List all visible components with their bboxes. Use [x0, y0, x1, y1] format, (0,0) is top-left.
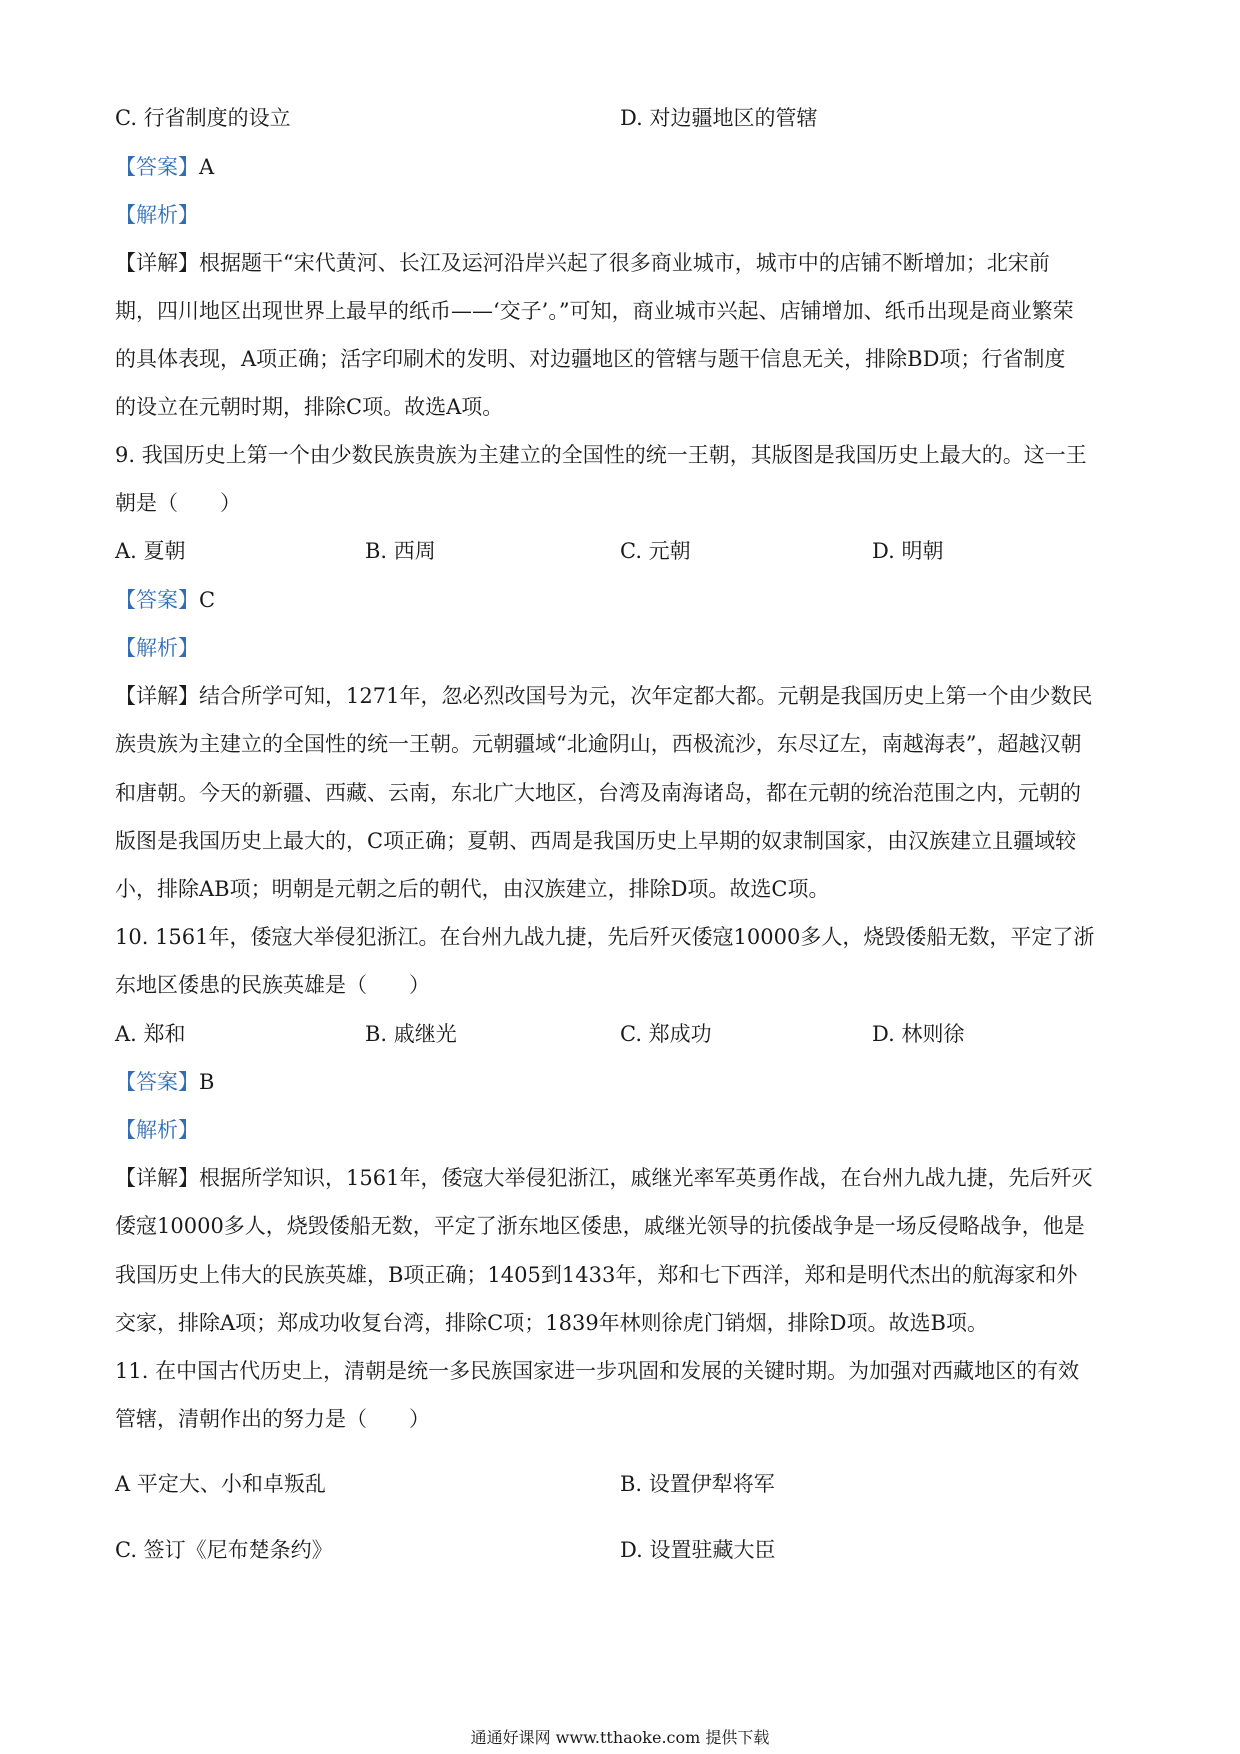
q9-stem-line: 朝是（ ） — [115, 491, 241, 515]
analysis-label: 【解析】 — [115, 636, 199, 660]
q9-detail-line: 版图是我国历史上最大的，C项正确；夏朝、西周是我国历史上早期的奴隶制国家，由汉族建立且疆域较 — [115, 829, 1077, 853]
q9-analysis-heading — [115, 633, 1125, 663]
q10-stem-line: 东地区倭患的民族英雄是（ ） — [115, 973, 430, 997]
q11-stem-line: 11. 在中国古代历史上，清朝是统一多民族国家进一步巩固和发展的关键时期。为加强对西藏地区的有效 — [115, 1359, 1080, 1383]
q10-stem-line: 10. 1561年，倭寇大举侵犯浙江。在台州九战九捷，先后歼灭倭寇10000多人，烧毁倭船无数，平定了浙 — [115, 925, 1095, 949]
q10-answer — [115, 1067, 1125, 1097]
option-a: A. 夏朝 — [115, 539, 186, 563]
answer-label: 【答案】 — [115, 588, 199, 612]
answer-value: B — [199, 1070, 215, 1094]
q9-detail-line: 族贵族为主建立的全国性的统一王朝。元朝疆域“北逾阴山，西极流沙，东尽辽左，南越海表”，超越汉朝 — [115, 732, 1082, 756]
analysis-label: 【解析】 — [115, 1118, 199, 1142]
option-b: B. 设置伊犁将军 — [620, 1472, 775, 1496]
option-c: C. 郑成功 — [620, 1022, 712, 1046]
q9-answer — [115, 585, 1125, 615]
detail-label: 【详解】 — [115, 1166, 199, 1190]
answer-label: 【答案】 — [115, 155, 199, 179]
option-c: C. 元朝 — [620, 539, 691, 563]
q9-detail-line: 和唐朝。今天的新疆、西藏、云南，东北广大地区，台湾及南海诸岛，都在元朝的统治范围之内，元朝的 — [115, 781, 1081, 805]
q10-detail-line: 我国历史上伟大的民族英雄，B项正确；1405到1433年，郑和七下西洋，郑和是明代杰出的航海家和外 — [115, 1263, 1078, 1287]
option-d: D. 设置驻藏大臣 — [620, 1538, 776, 1562]
analysis-label: 【解析】 — [115, 203, 199, 227]
q10-detail-line: 倭寇10000多人，烧毁倭船无数，平定了浙东地区倭患，戚继光领导的抗倭战争是一场反侵略战争，他是 — [115, 1214, 1085, 1238]
q8-detail-line: 【详解】根据题干“宋代黄河、长江及运河沿岸兴起了很多商业城市，城市中的店铺不断增加；北宋前 — [115, 251, 1050, 275]
option-a: A 平定大、小和卓叛乱 — [115, 1472, 326, 1496]
detail-label: 【详解】 — [115, 251, 199, 275]
answer-label: 【答案】 — [115, 1070, 199, 1094]
option-d: D. 对边疆地区的管辖 — [620, 106, 818, 130]
option-a: A. 郑和 — [115, 1022, 186, 1046]
q8-answer — [115, 152, 1125, 182]
option-d: D. 明朝 — [872, 539, 944, 563]
q9-stem-line: 9. 我国历史上第一个由少数民族贵族为主建立的全国性的统一王朝，其版图是我国历史上最大的。这一王 — [115, 443, 1087, 467]
q10-detail-line: 【详解】根据所学知识，1561年，倭寇大举侵犯浙江，戚继光率军英勇作战，在台州九战九捷，先后歼灭 — [115, 1166, 1093, 1190]
option-c: C. 签订《尼布楚条约》 — [115, 1538, 333, 1562]
option-d: D. 林则徐 — [872, 1022, 965, 1046]
q8-detail-line: 的具体表现，A项正确；活字印刷术的发明、对边疆地区的管辖与题干信息无关，排除BD项；行省制度 — [115, 347, 1066, 371]
q8-detail-line: 的设立在元朝时期，排除C项。故选A项。 — [115, 395, 504, 419]
q11-stem-line: 管辖，清朝作出的努力是（ ） — [115, 1407, 430, 1431]
page-footer: 通通好课网 www.tthaoke.com 提供下载 — [470, 1728, 770, 1747]
option-b: B. 西周 — [365, 539, 436, 563]
q10-analysis-heading — [115, 1115, 1125, 1145]
answer-value: C — [199, 588, 216, 612]
q9-detail-line: 小，排除AB项；明朝是元朝之后的朝代，由汉族建立，排除D项。故选C项。 — [115, 877, 830, 901]
q8-detail-line: 期，四川地区出现世界上最早的纸币——‘交子’。”可知，商业城市兴起、店铺增加、纸币出现是商业繁荣 — [115, 299, 1074, 323]
q8-analysis-heading — [115, 200, 1125, 230]
q10-detail-line: 交家，排除A项；郑成功收复台湾，排除C项；1839年林则徐虎门销烟，排除D项。故选B项。 — [115, 1311, 988, 1335]
option-b: B. 戚继光 — [365, 1022, 457, 1046]
detail-label: 【详解】 — [115, 684, 199, 708]
answer-value: A — [199, 155, 215, 179]
option-c: C. 行省制度的设立 — [115, 106, 291, 130]
q9-detail-line: 【详解】结合所学可知，1271年，忽必烈改国号为元，次年定都大都。元朝是我国历史上第一个由少数民 — [115, 684, 1093, 708]
